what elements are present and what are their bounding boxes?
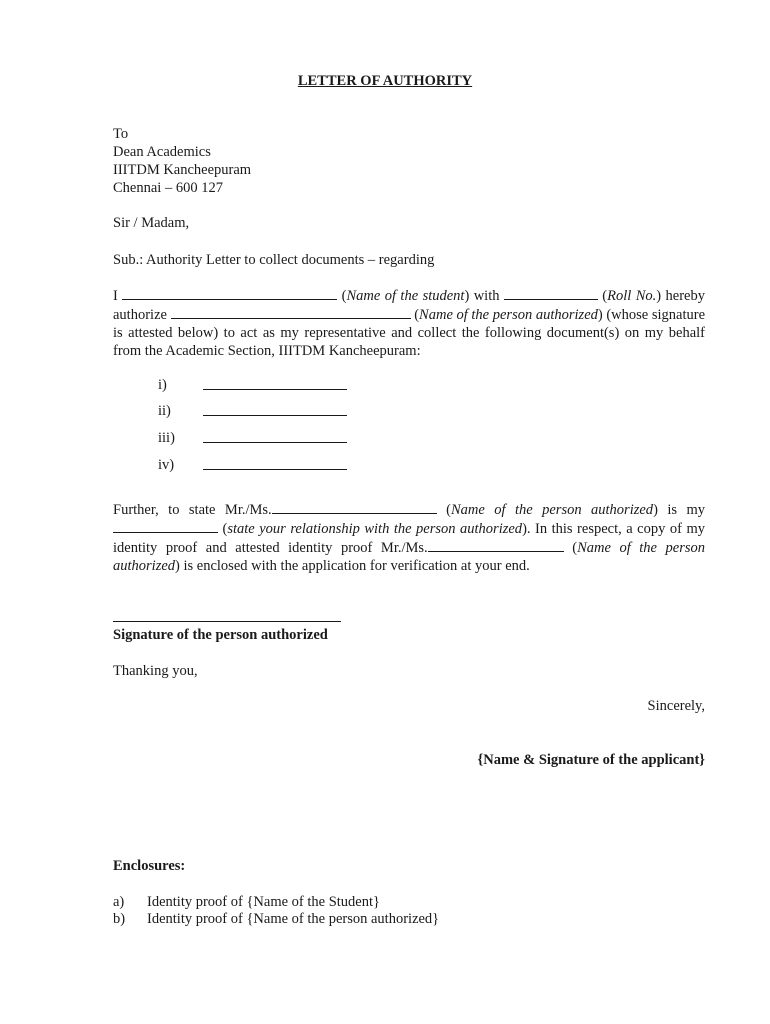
body-text: ) is my xyxy=(653,502,705,518)
body-italic: Name of the person authorized xyxy=(450,502,654,518)
further-paragraph xyxy=(113,500,705,575)
recipient-address xyxy=(113,125,251,197)
item-blank[interactable] xyxy=(203,388,347,390)
body-text: ) with xyxy=(464,288,504,304)
enclosures-heading: Enclosures: xyxy=(113,858,186,874)
enclosure-text: Identity proof of {Name of the person authorized} xyxy=(147,911,440,927)
item-blank[interactable] xyxy=(203,441,347,443)
body-text: ). In this respect, a copy of my identity proof and attested identity proof Mr./Ms. xyxy=(113,521,705,556)
item-label: i) xyxy=(158,377,167,393)
body-text: ( xyxy=(337,288,347,304)
enclosure-label: a) xyxy=(113,894,125,910)
authorized-name-blank[interactable] xyxy=(171,305,411,319)
address-line-3: Chennai – 600 127 xyxy=(113,180,223,196)
address-to: To xyxy=(113,126,129,142)
body-text: Further, to state Mr./Ms. xyxy=(113,502,272,518)
body-text: ( xyxy=(218,521,228,537)
enclosure-label: b) xyxy=(113,911,126,927)
authorized-name-blank[interactable] xyxy=(272,500,437,514)
item-label: iv) xyxy=(158,457,175,473)
body-text: ( xyxy=(597,288,608,304)
item-blank[interactable] xyxy=(203,468,347,470)
sincerely-text: Sincerely, xyxy=(647,698,705,714)
body-text: ) hereby authorize xyxy=(113,288,705,323)
address-line-1: Dean Academics xyxy=(113,144,211,160)
body-italic: Name of the person authorized xyxy=(113,540,706,574)
body-text: I xyxy=(113,288,123,304)
body-italic: Roll No. xyxy=(607,288,657,304)
body-italic: Name of the person authorized xyxy=(419,307,598,323)
signature-line[interactable] xyxy=(113,620,341,622)
authorized-name-blank[interactable] xyxy=(428,538,564,552)
body-italic: state your relationship with the person authorized xyxy=(227,521,523,537)
body-text: ( xyxy=(563,540,578,556)
item-label: ii) xyxy=(158,403,171,419)
applicant-signature-label: {Name & Signature of the applicant} xyxy=(477,752,705,768)
body-paragraph xyxy=(113,286,705,360)
roll-no-blank[interactable] xyxy=(504,286,598,300)
body-italic: Name of the student xyxy=(346,288,465,304)
page-title: LETTER OF AUTHORITY xyxy=(297,73,473,89)
relationship-blank[interactable] xyxy=(113,519,218,533)
body-text: ( xyxy=(436,502,451,518)
subject-line: Sub.: Authority Letter to collect documents – regarding xyxy=(113,252,435,268)
student-name-blank[interactable] xyxy=(122,286,337,300)
signature-label: Signature of the person authorized xyxy=(113,627,328,643)
body-text: ) is enclosed with the application for verification at your end. xyxy=(175,558,530,574)
enclosure-text: Identity proof of {Name of the Student} xyxy=(147,894,380,910)
item-blank[interactable] xyxy=(203,414,347,416)
item-label: iii) xyxy=(158,430,175,446)
body-text: ( xyxy=(410,307,420,323)
thanking-text: Thanking you, xyxy=(113,663,198,679)
salutation: Sir / Madam, xyxy=(113,215,190,231)
body-text: ) (whose signature is attested below) to act as my representative and collect the following document(s) on my behalf from the Academic Section, IIITDM Kancheepuram: xyxy=(113,307,706,359)
address-line-2: IIITDM Kancheepuram xyxy=(113,162,252,178)
